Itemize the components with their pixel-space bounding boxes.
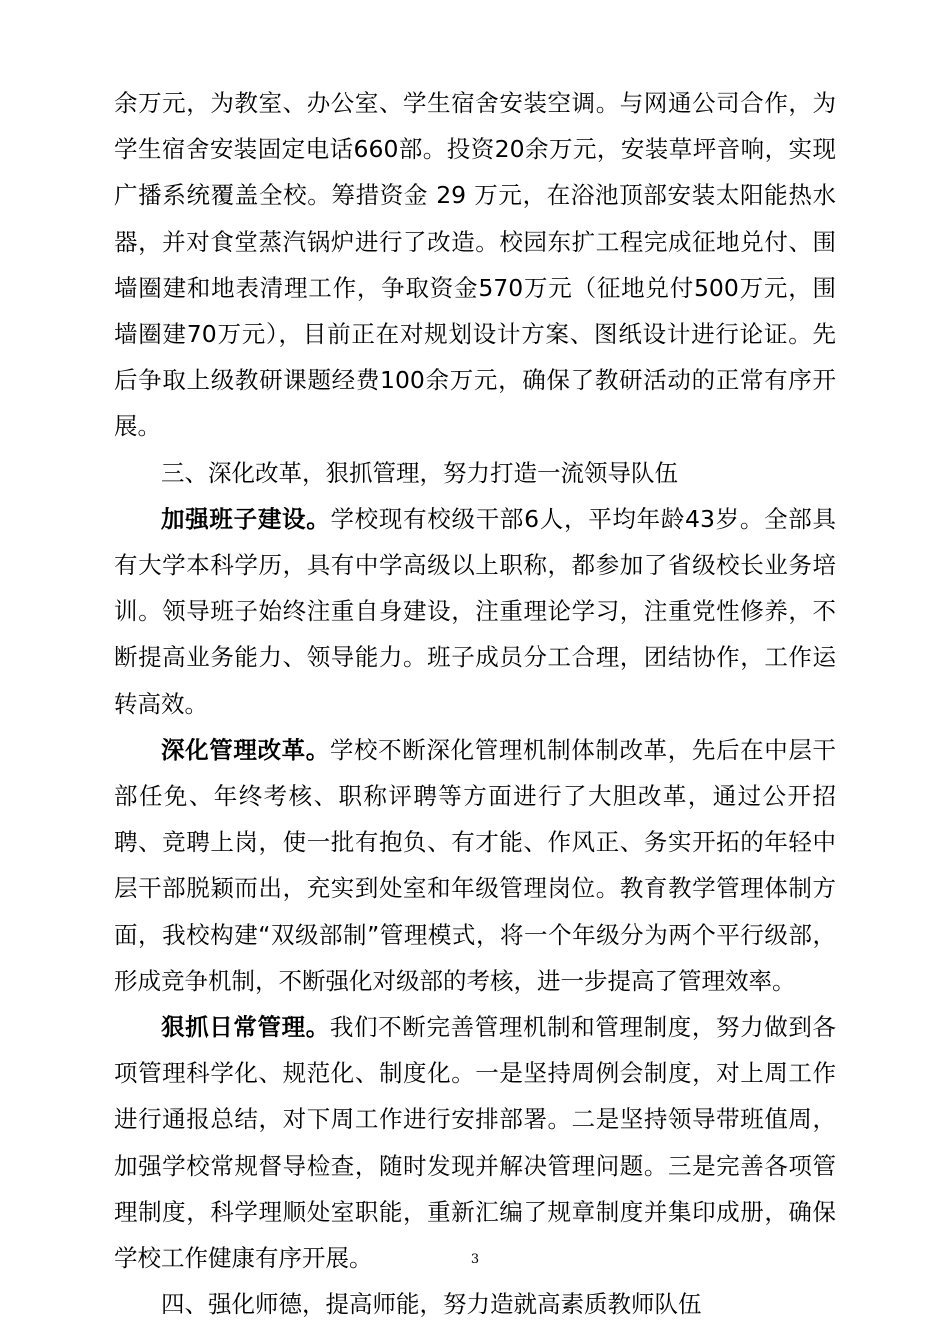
lead-phrase-leadership: 加强班子建设。 bbox=[161, 504, 331, 533]
section-heading-3: 三、深化改革，狠抓管理，努力打造一流领导队伍 bbox=[161, 458, 678, 487]
paragraph-leadership-text: 学校现有校级干部6人，平均年龄43岁。全部具有大学本科学历，具有中学高级以上职称，都参加了省级校长业务培训。领导班子始终注重自身建设，注重理论学习，注重党性修养，不断提高业务能力、领导能力。班子成员分工合理，团结协作，工作运转高效。 bbox=[114, 504, 837, 718]
page-number: 3 bbox=[470, 1252, 480, 1267]
section-heading-4: 四、强化师德，提高师能，努力造就高素质教师队伍 bbox=[161, 1290, 702, 1319]
paragraph-funding: 余万元，为教室、办公室、学生宿舍安装空调。与网通公司合作，为学生宿舍安装固定电话660部。投资20余万元，安装草坪音响，实现广播系统覆盖全校。筹措资金 29 万元，在浴池顶部安装太阳能热水器，并对食堂蒸汽锅炉进行了改造。校园东扩工程完成征地兑付、围墙圈建和地表清理工作，争取资金570万元（征地兑付500万元，围墙圈建70万元），目前正在对规划设计方案、图纸设计进行论证。先后争取上级教研课题经费100余万元，确保了教研活动的正常有序开展。 bbox=[114, 89, 836, 441]
document-body bbox=[114, 80, 836, 1327]
lead-phrase-management: 狠抓日常管理。 bbox=[161, 1013, 330, 1042]
paragraph-management bbox=[114, 1004, 836, 1281]
lead-phrase-reform: 深化管理改革。 bbox=[161, 735, 330, 764]
paragraph-reform bbox=[114, 727, 836, 1004]
paragraph-leadership bbox=[114, 496, 836, 727]
paragraph-reform-text: 学校不断深化管理机制体制改革，先后在中层干部任免、年终考核、职称评聘等方面进行了大胆改革，通过公开招聘、竞聘上岗，使一批有抱负、有才能、作风正、务实开拓的年轻中层干部脱颖而出，充实到处室和年级管理岗位。教育教学管理体制方面，我校构建“双级部制”管理模式，将一个年级分为两个平行级部，形成竞争机制，不断强化对级部的考核，进一步提高了管理效率。 bbox=[114, 735, 837, 995]
paragraph-management-text: 我们不断完善管理机制和管理制度，努力做到各项管理科学化、规范化、制度化。一是坚持周例会制度，对上周工作进行通报总结，对下周工作进行安排部署。二是坚持领导带班值周，加强学校常规督导检查，随时发现并解决管理问题。三是完善各项管理制度，科学理顺处室职能，重新汇编了规章制度并集印成册，确保学校工作健康有序开展。 bbox=[114, 1013, 837, 1273]
